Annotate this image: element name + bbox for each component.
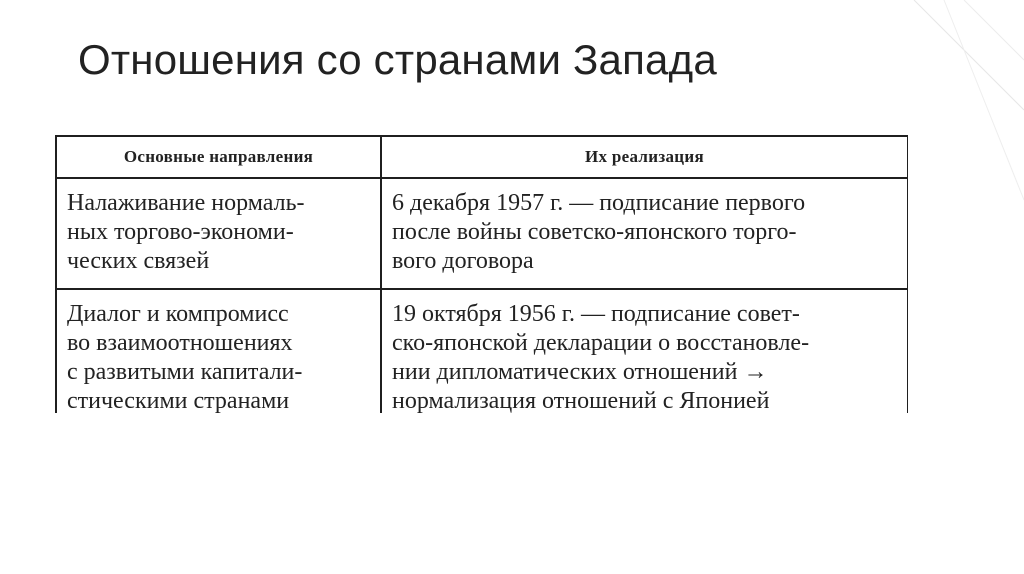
cell-text-line: нормализация отношений с Японией — [392, 388, 770, 413]
direction-cell — [56, 178, 381, 289]
cell-text-line: Диалог и компромисс — [67, 301, 289, 327]
cell-text-line: после войны советско-японского торго- — [392, 219, 797, 245]
cell-text-line: 6 декабря 1957 г. — подписание первого — [392, 190, 806, 216]
cell-text-line: Налаживание нормаль- — [67, 190, 305, 216]
cell-text-line: ных торгово-экономи- — [67, 219, 294, 245]
table-row — [56, 178, 908, 289]
direction-cell — [56, 289, 381, 413]
cell-text-line: ско-японской декларации о восстановле- — [392, 330, 810, 356]
cell-text-line: стическими странами — [67, 388, 290, 413]
slide-corner-decoration — [904, 0, 1024, 574]
comparison-table — [55, 135, 908, 413]
cell-text-line: нии дипломатических отношений → — [392, 359, 768, 385]
cell-text-line: с развитыми капитали- — [67, 359, 303, 385]
realization-cell — [381, 178, 908, 289]
cell-text-line: ческих связей — [67, 248, 210, 274]
realization-cell — [381, 289, 908, 413]
header-directions: Основные направления — [56, 136, 381, 178]
cell-text-line: вого договора — [392, 248, 534, 274]
cell-text-line: во взаимоотношениях — [67, 330, 293, 356]
cell-text-line: 19 октября 1956 г. — подписание совет- — [392, 301, 800, 327]
table-header-row — [56, 136, 908, 178]
slide-title: Отношения со странами Запада — [78, 36, 717, 83]
table-container — [55, 135, 908, 413]
header-realization: Их реализация — [381, 136, 908, 178]
table-row — [56, 289, 908, 413]
